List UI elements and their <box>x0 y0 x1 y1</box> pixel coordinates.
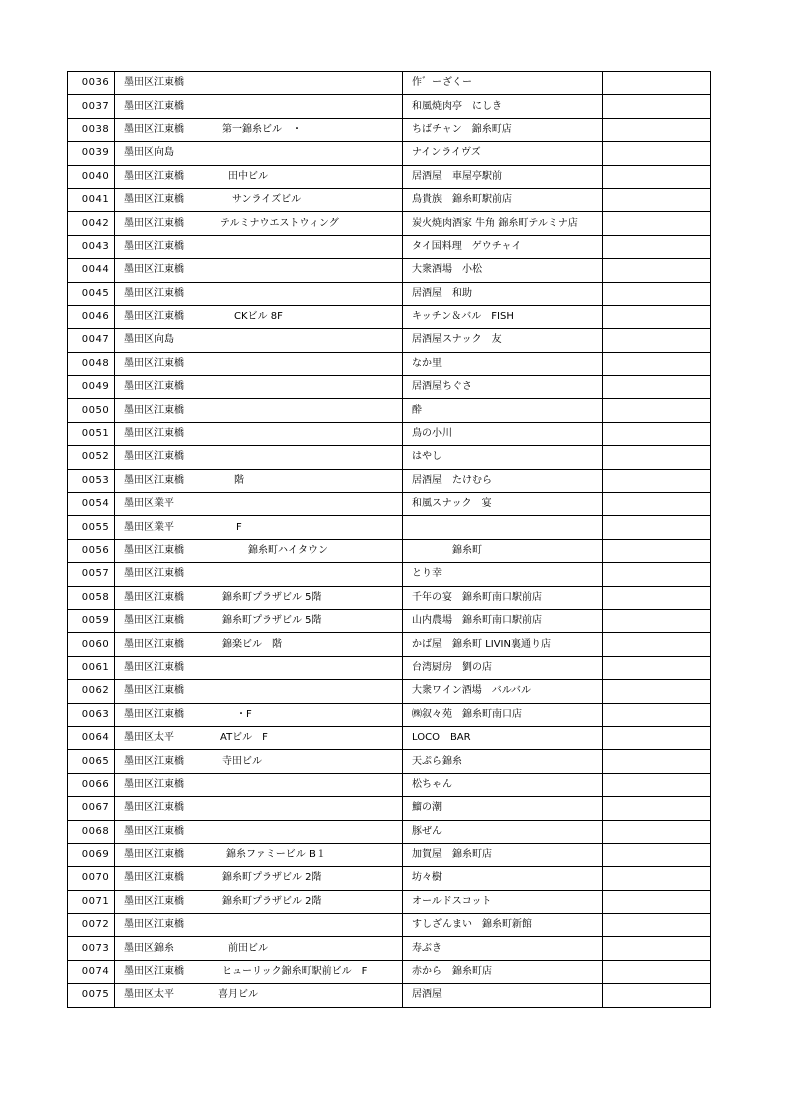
shop-name: なか里 <box>403 352 603 375</box>
address-building: 錦糸町プラザビル 5階 <box>222 591 322 603</box>
row-number: 0051 <box>68 422 115 445</box>
shop-name: 大衆ワイン酒場 バルバル <box>403 680 603 703</box>
address-cell <box>115 750 403 773</box>
address-ward: 墨田区江東橋 <box>124 591 184 603</box>
shop-name: 作゛ーざくー <box>403 72 603 95</box>
address-building: 第一錦糸ビル ・ <box>222 123 302 135</box>
table-row <box>68 469 711 492</box>
address-building: 錦糸ファミービル B１ <box>226 849 326 861</box>
address-ward: 墨田区江東橋 <box>124 638 184 650</box>
row-number: 0049 <box>68 376 115 399</box>
extra-cell <box>603 609 711 632</box>
shop-name: 千年の宴 錦糸町南口駅前店 <box>403 586 603 609</box>
address-ward: 墨田区江東橋 <box>124 381 184 393</box>
address-ward: 墨田区江東橋 <box>124 872 184 884</box>
address-ward: 墨田区業平 <box>124 498 174 510</box>
shop-name: 松ちゃん <box>403 773 603 796</box>
address-cell <box>115 797 403 820</box>
table-row <box>68 259 711 282</box>
address-building: 錦糸町プラザビル 2階 <box>222 895 322 907</box>
table-row <box>68 493 711 516</box>
address-cell <box>115 188 403 211</box>
extra-cell <box>603 305 711 328</box>
table-row <box>68 914 711 937</box>
extra-cell <box>603 329 711 352</box>
row-number: 0055 <box>68 516 115 539</box>
address-cell <box>115 422 403 445</box>
shop-name: 居酒屋 和助 <box>403 282 603 305</box>
row-number: 0067 <box>68 797 115 820</box>
address-building: CKビル 8F <box>234 311 283 323</box>
shop-name: 鰡の潮 <box>403 797 603 820</box>
extra-cell <box>603 235 711 258</box>
address-building: サンライズビル <box>232 194 302 206</box>
address-cell <box>115 984 403 1007</box>
shop-name: オールドスコット <box>403 890 603 913</box>
table-row <box>68 586 711 609</box>
row-number: 0041 <box>68 188 115 211</box>
address-building: 田中ビル <box>228 170 268 182</box>
table-row <box>68 984 711 1007</box>
shop-name: 居酒屋 <box>403 984 603 1007</box>
row-number: 0037 <box>68 95 115 118</box>
address-cell <box>115 633 403 656</box>
extra-cell <box>603 212 711 235</box>
extra-cell <box>603 516 711 539</box>
address-cell <box>115 539 403 562</box>
shop-name: 坊々樹 <box>403 867 603 890</box>
address-ward: 墨田区江東橋 <box>124 708 184 720</box>
table-row <box>68 773 711 796</box>
row-number: 0042 <box>68 212 115 235</box>
extra-cell <box>603 984 711 1007</box>
address-building: ヒューリック錦糸町駅前ビル F <box>222 966 368 978</box>
row-number: 0061 <box>68 656 115 679</box>
address-ward: 墨田区江東橋 <box>124 287 184 299</box>
shop-list-table <box>67 71 711 1008</box>
table-row <box>68 235 711 258</box>
address-ward: 墨田区江東橋 <box>124 123 184 135</box>
table-row <box>68 797 711 820</box>
shop-name: 和風スナック 宴 <box>403 493 603 516</box>
row-number: 0064 <box>68 726 115 749</box>
shop-name: すしざんまい 錦糸町新館 <box>403 914 603 937</box>
table-row <box>68 188 711 211</box>
address-cell <box>115 703 403 726</box>
address-ward: 墨田区江東橋 <box>124 240 184 252</box>
shop-name <box>403 516 603 539</box>
table-row <box>68 95 711 118</box>
extra-cell <box>603 914 711 937</box>
extra-cell <box>603 656 711 679</box>
shop-name: 加賀屋 錦糸町店 <box>403 843 603 866</box>
address-ward: 墨田区江東橋 <box>124 77 184 89</box>
extra-cell <box>603 960 711 983</box>
row-number: 0072 <box>68 914 115 937</box>
shop-name: 居酒屋ちぐさ <box>403 376 603 399</box>
extra-cell <box>603 72 711 95</box>
extra-cell <box>603 446 711 469</box>
shop-name: 和風焼肉亭 にしき <box>403 95 603 118</box>
table-row <box>68 680 711 703</box>
address-ward: 墨田区江東橋 <box>124 802 184 814</box>
address-cell <box>115 352 403 375</box>
table-row <box>68 118 711 141</box>
row-number: 0062 <box>68 680 115 703</box>
row-number: 0069 <box>68 843 115 866</box>
shop-name: 居酒屋 車屋亭駅前 <box>403 165 603 188</box>
table-row <box>68 656 711 679</box>
address-ward: 墨田区江東橋 <box>124 685 184 697</box>
extra-cell <box>603 352 711 375</box>
row-number: 0054 <box>68 493 115 516</box>
address-building: 階 <box>234 474 244 486</box>
extra-cell <box>603 633 711 656</box>
extra-cell <box>603 703 711 726</box>
address-ward: 墨田区太平 <box>124 732 174 744</box>
extra-cell <box>603 376 711 399</box>
address-cell <box>115 282 403 305</box>
address-cell <box>115 726 403 749</box>
address-building: 錦糸町プラザビル 5階 <box>222 615 322 627</box>
extra-cell <box>603 188 711 211</box>
address-cell <box>115 142 403 165</box>
table-row <box>68 960 711 983</box>
table-row <box>68 609 711 632</box>
extra-cell <box>603 118 711 141</box>
address-ward: 墨田区向島 <box>124 147 174 159</box>
address-ward: 墨田区江東橋 <box>124 545 184 556</box>
shop-name: 大衆酒場 小松 <box>403 259 603 282</box>
row-number: 0075 <box>68 984 115 1007</box>
table-row <box>68 446 711 469</box>
address-ward: 墨田区江東橋 <box>124 451 184 463</box>
address-ward: 墨田区向島 <box>124 334 174 346</box>
table-row <box>68 633 711 656</box>
shop-name: LOCO BAR <box>403 726 603 749</box>
shop-name: はやし <box>403 446 603 469</box>
extra-cell <box>603 750 711 773</box>
address-cell <box>115 446 403 469</box>
row-number: 0043 <box>68 235 115 258</box>
extra-cell <box>603 422 711 445</box>
row-number: 0052 <box>68 446 115 469</box>
row-number: 0056 <box>68 539 115 562</box>
extra-cell <box>603 937 711 960</box>
address-ward: 墨田区業平 <box>124 521 174 533</box>
table-row <box>68 726 711 749</box>
address-cell <box>115 165 403 188</box>
shop-name: 山内農場 錦糸町南口駅前店 <box>403 609 603 632</box>
shop-name: 豚ぜん <box>403 820 603 843</box>
table-row <box>68 516 711 539</box>
extra-cell <box>603 843 711 866</box>
table-row <box>68 165 711 188</box>
address-building: ・F <box>236 708 252 720</box>
extra-cell <box>603 165 711 188</box>
shop-name: 酔 <box>403 399 603 422</box>
row-number: 0068 <box>68 820 115 843</box>
address-ward: 墨田区江東橋 <box>124 217 184 229</box>
shop-list-body <box>68 72 711 1008</box>
shop-name: 台湾厨房 劉の店 <box>403 656 603 679</box>
shop-name: 居酒屋スナック 友 <box>403 329 603 352</box>
row-number: 0053 <box>68 469 115 492</box>
row-number: 0047 <box>68 329 115 352</box>
shop-name: ちばチャン 錦糸町店 <box>403 118 603 141</box>
extra-cell <box>603 867 711 890</box>
shop-name: とり幸 <box>403 563 603 586</box>
address-ward: 墨田区江東橋 <box>124 755 184 767</box>
table-row <box>68 212 711 235</box>
extra-cell <box>603 726 711 749</box>
extra-cell <box>603 95 711 118</box>
extra-cell <box>603 890 711 913</box>
extra-cell <box>603 539 711 562</box>
row-number: 0036 <box>68 72 115 95</box>
address-ward: 墨田区江東橋 <box>124 264 184 276</box>
table-row <box>68 750 711 773</box>
table-row <box>68 890 711 913</box>
table-row <box>68 399 711 422</box>
table-row <box>68 539 711 562</box>
address-cell <box>115 259 403 282</box>
address-ward: 墨田区江東橋 <box>124 357 184 369</box>
address-ward: 墨田区江東橋 <box>124 661 184 673</box>
row-number: 0063 <box>68 703 115 726</box>
row-number: 0059 <box>68 609 115 632</box>
address-building: 錦糸町プラザビル 2階 <box>222 872 322 884</box>
shop-name: 天ぷら錦糸 <box>403 750 603 773</box>
extra-cell <box>603 680 711 703</box>
address-cell <box>115 493 403 516</box>
address-ward: 墨田区江東橋 <box>124 825 184 837</box>
address-building: 寺田ビル <box>222 755 262 767</box>
row-number: 0070 <box>68 867 115 890</box>
extra-cell <box>603 563 711 586</box>
row-number: 0058 <box>68 586 115 609</box>
address-ward: 墨田区江東橋 <box>124 311 184 323</box>
extra-cell <box>603 259 711 282</box>
row-number: 0071 <box>68 890 115 913</box>
extra-cell <box>603 469 711 492</box>
address-ward: 墨田区江東橋 <box>124 474 184 486</box>
address-building: F <box>236 521 242 533</box>
address-ward: 墨田区江東橋 <box>124 615 184 627</box>
address-ward: 墨田区江東橋 <box>124 778 184 790</box>
address-cell <box>115 960 403 983</box>
address-cell <box>115 586 403 609</box>
shop-name: 炭火焼肉酒家 牛角 錦糸町テルミナ店 <box>403 212 603 235</box>
table-row <box>68 843 711 866</box>
row-number: 0057 <box>68 563 115 586</box>
shop-name: 鳥の小川 <box>403 422 603 445</box>
address-cell <box>115 376 403 399</box>
extra-cell <box>603 493 711 516</box>
address-cell <box>115 914 403 937</box>
address-cell <box>115 212 403 235</box>
table-row <box>68 937 711 960</box>
address-ward: 墨田区江東橋 <box>124 170 184 182</box>
row-number: 0039 <box>68 142 115 165</box>
extra-cell <box>603 586 711 609</box>
address-cell <box>115 118 403 141</box>
address-building: テルミナウエストウィング <box>220 217 339 229</box>
address-cell <box>115 937 403 960</box>
address-ward: 墨田区江東橋 <box>124 919 184 931</box>
row-number: 0040 <box>68 165 115 188</box>
row-number: 0066 <box>68 773 115 796</box>
shop-name: 錦糸町 <box>403 539 603 562</box>
shop-name: タイ国料理 ゲウチャイ <box>403 235 603 258</box>
shop-name: キッチン＆バル FISH <box>403 305 603 328</box>
shop-name: 寿ぶき <box>403 937 603 960</box>
table-row <box>68 142 711 165</box>
extra-cell <box>603 773 711 796</box>
table-row <box>68 867 711 890</box>
address-cell <box>115 329 403 352</box>
address-cell <box>115 235 403 258</box>
table-row <box>68 329 711 352</box>
shop-name: ㈱叙々苑 錦糸町南口店 <box>403 703 603 726</box>
address-cell <box>115 773 403 796</box>
address-ward: 墨田区江東橋 <box>124 404 184 416</box>
address-cell <box>115 609 403 632</box>
address-ward: 墨田区江東橋 <box>124 100 184 112</box>
row-number: 0046 <box>68 305 115 328</box>
address-ward: 墨田区江東橋 <box>124 849 184 861</box>
address-ward: 墨田区江東橋 <box>124 568 184 580</box>
row-number: 0045 <box>68 282 115 305</box>
extra-cell <box>603 142 711 165</box>
address-ward: 墨田区江東橋 <box>124 966 184 978</box>
shop-name: 赤から 錦糸町店 <box>403 960 603 983</box>
address-building: 錦糸町ハイタウン <box>248 545 328 556</box>
address-cell <box>115 516 403 539</box>
address-cell <box>115 305 403 328</box>
extra-cell <box>603 282 711 305</box>
address-ward: 墨田区江東橋 <box>124 895 184 907</box>
row-number: 0048 <box>68 352 115 375</box>
address-ward: 墨田区江東橋 <box>124 194 184 206</box>
extra-cell <box>603 820 711 843</box>
address-cell <box>115 399 403 422</box>
table-row <box>68 282 711 305</box>
row-number: 0060 <box>68 633 115 656</box>
row-number: 0065 <box>68 750 115 773</box>
row-number: 0073 <box>68 937 115 960</box>
address-building: 喜月ビル <box>218 989 258 1001</box>
extra-cell <box>603 399 711 422</box>
row-number: 0038 <box>68 118 115 141</box>
address-building: ATビル F <box>220 732 268 744</box>
row-number: 0044 <box>68 259 115 282</box>
address-cell <box>115 820 403 843</box>
shop-name: 居酒屋 たけむら <box>403 469 603 492</box>
address-building: 錦楽ビル 階 <box>222 638 282 650</box>
address-ward: 墨田区太平 <box>124 989 174 1001</box>
table-row <box>68 820 711 843</box>
address-cell <box>115 95 403 118</box>
shop-name: かば屋 錦糸町 LIVIN裏通り店 <box>403 633 603 656</box>
address-cell <box>115 656 403 679</box>
address-cell <box>115 680 403 703</box>
address-ward: 墨田区錦糸 <box>124 942 174 954</box>
address-cell <box>115 867 403 890</box>
address-cell <box>115 469 403 492</box>
table-row <box>68 376 711 399</box>
row-number: 0050 <box>68 399 115 422</box>
shop-name: 鳥貴族 錦糸町駅前店 <box>403 188 603 211</box>
address-building: 前田ビル <box>228 942 268 954</box>
address-cell <box>115 72 403 95</box>
table-row <box>68 305 711 328</box>
extra-cell <box>603 797 711 820</box>
table-row <box>68 703 711 726</box>
address-cell <box>115 890 403 913</box>
table-row <box>68 352 711 375</box>
address-cell <box>115 843 403 866</box>
table-row <box>68 422 711 445</box>
table-row <box>68 72 711 95</box>
shop-name: ナインライヴズ <box>403 142 603 165</box>
address-cell <box>115 563 403 586</box>
row-number: 0074 <box>68 960 115 983</box>
table-row <box>68 563 711 586</box>
address-ward: 墨田区江東橋 <box>124 428 184 440</box>
